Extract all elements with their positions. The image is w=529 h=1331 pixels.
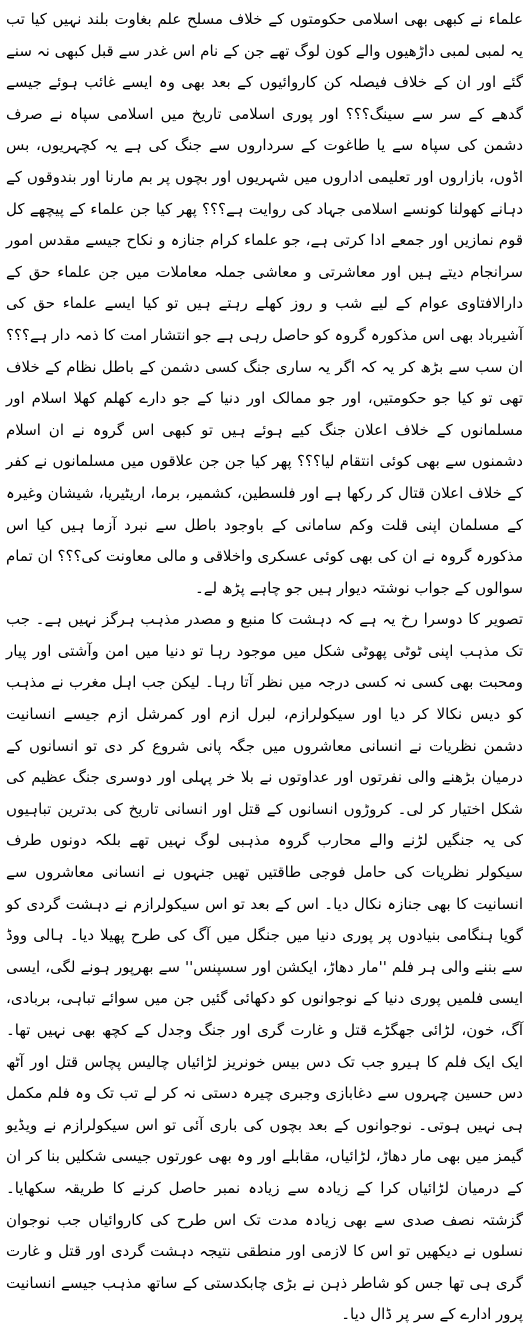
- paragraph-1: [6, 4, 523, 604]
- paragraph-1-text: علماء نے کبھی بھی اسلامی حکومتوں کے خلاف مسلح علم بغاوت بلند نہیں کیا تب یہ لمبی لمبی داڑھیوں والے کون لوگ تھے جن کے نام اس غدر سے قبل کبھی نہ سنے گئے اور ان کے خلاف فیصلہ کن کاروائیوں کے بعد بھی وہ ایسے غائب ہوئے جیسے گدھے کے سر سے سینگ؟؟؟ اور پوری اسلامی تاریخ میں اسلامی سپاہ نے صرف دشمن کی سپاہ سے یا طاغوت کے سرداروں سے جنگ کی ہے یہ کچہریوں، بس اڈوں، بازاروں اور تعلیمی اداروں میں شہریوں اور بچوں پر بم مارنا اور بندوقوں کے دہانے کھولنا کونسے اسلامی جہاد کی روایت ہے؟؟؟ پھر کیا جن علماء کے پیچھے کل قوم نمازیں اور جمعے ادا کرتی ہے، جو علماء کرام جنازہ و نکاح جیسے مقدس امور سرانجام دیتے ہیں اور معاشرتی و معاشی جملہ معاملات میں جن علماء حق کے دارالافتاوی عوام کے لیے شب و روز کھلے رہتے ہیں تو کیا ایسے علماء حق کی آشیرباد بھی اس مذکورہ گروہ کو حاصل رہی ہے جو انتشار امت کا ذمہ دار ہے؟؟؟ ان سب سے بڑھ کر یہ کہ اگر یہ ساری جنگ کسی دشمن کے باطل نظام کے خلاف تھی تو کیا جو حکومتیں، اور جو ممالک اور دنیا کے جو دارے کھلم کھلا اسلام اور مسلمانوں کے خلاف اعلان جنگ کیے ہوئے ہیں تو کبھی اس گروہ نے ان اسلام دشمنوں سے بھی کوئی انتقام لیا؟؟؟ پھر کیا جن جن علاقوں میں مسلمانوں نے کفر کے خلاف اعلان قتال کر رکھا ہے اور فلسطین، کشمیر، برما، اریٹیریا، شیشان وغیرہ کے مسلمان اپنی قلت وکم سامانی کے باوجود باطل سے نبرد آزما ہیں کیا اس مذکورہ گروہ نے ان کی بھی کوئی عسکری واخلاقی و مالی معاونت کی؟؟؟ ان تمام سوالوں کے جواب نوشتہ دیوار ہیں جو چاہے پڑھ لے۔: [6, 10, 523, 597]
- paragraph-2-text: تصویر کا دوسرا رخ یہ ہے کہ دہشت کا منبع و مصدر مذہب ہرگز نہیں ہے۔ جب تک مذہب اپنی ٹوٹی پھوٹی شکل میں موجود رہا تو دنیا میں امن وآشتی اور پیار ومحبت بھی کسی نہ کسی درجہ میں نظر آتا رہا۔ لیکن جب اہل مغرب نے مذہب کو دیس نکالا کر دیا اور سیکولرازم، لبرل ازم اور کمرشل ازم جیسے انسانیت دشمن نظریات نے انسانی معاشروں میں جگہ پانی شروع کر دی تو انسانوں کے درمیان بڑھنے والی نفرتوں اور عداوتوں نے بلا خر پہلی اور دوسری جنگ عظیم کی شکل اختیار کر لی۔ کروڑوں انسانوں کے قتل اور انسانی تاریخ کی بدترین تباہیوں کی یہ جنگیں لڑنے والے محارب گروہ مذہبی لوگ نہیں تھے بلکہ دونوں طرف سیکولر نظریات کی حامل فوجی طاقتیں تھیں جنہوں نے انسانی معاشروں سے انسانیت کا بھی جنازہ نکال دیا۔ اس کے بعد تو اس سیکولرازم نے دہشت گردی کو گویا ہنگامی بنیادوں پر پوری دنیا میں جنگل میں آگ کی طرح پھیلا دیا۔ ہالی ووڈ سے بننے والی ہر فلم ''مار دھاڑ، ایکشن اور سسپنس'' سے بھرپور ہونے لگی، ایسی ایسی فلمیں پوری دنیا کے نوجوانوں کو دکھائی گئیں جن میں سوائے تباہی، بربادی، آگ، خون، لڑائی جھگڑے قتل و غارت گری اور جنگ وجدل کے کچھ بھی نہیں تھا۔ ایک ایک فلم کا ہیرو جب تک دس بیس خونریز لڑائیاں چالیس پچاس قتل اور آٹھ دس حسین چہروں سے دغابازی وجبری چیرہ دستی نہ کر لے تب تک وہ فلم مکمل ہی نہیں ہوتی۔ نوجوانوں کے بعد بچوں کی باری آئی تو اس سیکولرازم نے ویڈیو گیمز میں بھی مار دھاڑ، لڑائیاں، مقابلے اور وہ بھی عورتوں جیسی شکلیں بنا کر ان کے درمیان لڑائیاں کرا کے زیادہ سے زیادہ نمبر حاصل کرنے کا طریقہ سکھایا۔ گزشتہ نصف صدی سے بھی زیادہ مدت تک اس طرح کی کاروائیاں جب نوجوان نسلوں نے دیکھیں تو اس کا لازمی اور منطقی نتیجہ دہشت گردی اور قتل و غارت گری ہی تھا جس کو شاطر ذہن نے بڑی چابکدستی کے ساتھ مذہب جیسے انسانیت پرور ادارے کے سر پر ڈال دیا۔: [6, 610, 523, 1324]
- paragraph-2: [6, 604, 523, 1331]
